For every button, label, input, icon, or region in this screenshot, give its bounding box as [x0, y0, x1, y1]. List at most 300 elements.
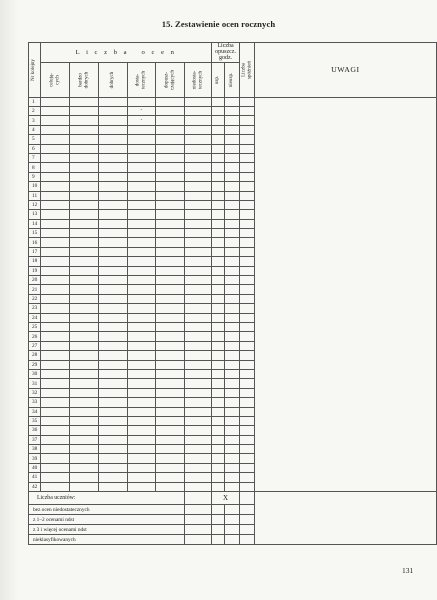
summary-sub-cell[interactable]	[185, 505, 212, 515]
grade-cell[interactable]	[40, 144, 69, 153]
grade-cell[interactable]	[98, 407, 127, 416]
grade-cell[interactable]	[156, 369, 185, 378]
grade-cell[interactable]	[69, 332, 98, 341]
grade-cell[interactable]	[185, 379, 212, 388]
grade-cell[interactable]	[240, 135, 255, 144]
grade-cell[interactable]	[225, 473, 240, 482]
grade-cell[interactable]	[185, 191, 212, 200]
grade-cell[interactable]	[98, 341, 127, 350]
grade-cell[interactable]	[127, 219, 156, 228]
grade-cell[interactable]	[212, 191, 225, 200]
grade-cell[interactable]	[240, 247, 255, 256]
grade-cell[interactable]	[212, 407, 225, 416]
summary-sub-cell[interactable]	[212, 525, 225, 535]
grade-cell[interactable]	[225, 313, 240, 322]
grade-cell[interactable]	[185, 266, 212, 275]
grade-cell[interactable]	[127, 172, 156, 181]
grade-cell[interactable]	[240, 322, 255, 331]
grade-cell[interactable]	[98, 266, 127, 275]
grade-cell[interactable]	[185, 210, 212, 219]
grade-cell[interactable]	[40, 172, 69, 181]
grade-cell[interactable]	[225, 191, 240, 200]
grade-cell[interactable]	[40, 445, 69, 454]
grade-cell[interactable]	[212, 97, 225, 106]
grade-cell[interactable]	[212, 229, 225, 238]
grade-cell[interactable]	[225, 360, 240, 369]
grade-cell[interactable]	[156, 116, 185, 125]
grade-cell[interactable]	[185, 322, 212, 331]
grade-cell[interactable]	[185, 163, 212, 172]
grade-cell[interactable]	[127, 369, 156, 378]
grade-cell[interactable]	[212, 144, 225, 153]
grade-cell[interactable]	[98, 313, 127, 322]
summary-sub-cell[interactable]	[212, 535, 225, 545]
grade-cell[interactable]	[40, 369, 69, 378]
grade-cell[interactable]	[225, 135, 240, 144]
grade-cell[interactable]	[69, 379, 98, 388]
grade-cell[interactable]	[225, 182, 240, 191]
grade-cell[interactable]	[127, 379, 156, 388]
grade-cell[interactable]	[225, 266, 240, 275]
grade-cell[interactable]	[185, 97, 212, 106]
grade-cell[interactable]	[127, 360, 156, 369]
grade-cell[interactable]	[240, 482, 255, 491]
grade-cell[interactable]	[212, 125, 225, 134]
grade-cell[interactable]	[212, 322, 225, 331]
grade-cell[interactable]	[225, 144, 240, 153]
grade-cell[interactable]	[185, 107, 212, 116]
grade-cell[interactable]	[127, 125, 156, 134]
grade-cell[interactable]	[240, 200, 255, 209]
grade-cell[interactable]	[212, 445, 225, 454]
grade-cell[interactable]	[225, 369, 240, 378]
summary-sub-cell[interactable]	[225, 535, 240, 545]
grade-cell[interactable]	[69, 294, 98, 303]
grade-cell[interactable]	[240, 266, 255, 275]
grade-cell[interactable]	[40, 191, 69, 200]
grade-cell[interactable]	[240, 285, 255, 294]
grade-cell[interactable]	[98, 360, 127, 369]
grade-cell[interactable]	[156, 107, 185, 116]
grade-cell[interactable]	[225, 416, 240, 425]
grade-cell[interactable]	[40, 125, 69, 134]
grade-cell[interactable]	[185, 341, 212, 350]
grade-cell[interactable]	[225, 388, 240, 397]
grade-cell[interactable]	[98, 125, 127, 134]
summary-sub-cell[interactable]	[185, 535, 212, 545]
grade-cell[interactable]	[98, 172, 127, 181]
grade-cell[interactable]	[212, 200, 225, 209]
grade-cell[interactable]	[185, 153, 212, 162]
grade-cell[interactable]	[127, 257, 156, 266]
grade-cell[interactable]	[98, 416, 127, 425]
grade-cell[interactable]	[127, 398, 156, 407]
grade-cell[interactable]	[225, 210, 240, 219]
grade-cell[interactable]	[69, 238, 98, 247]
summary-sub-cell[interactable]	[240, 535, 255, 545]
grade-cell[interactable]	[69, 322, 98, 331]
grade-cell[interactable]	[212, 238, 225, 247]
grade-cell[interactable]	[212, 135, 225, 144]
grade-cell[interactable]	[185, 416, 212, 425]
grade-cell[interactable]	[156, 398, 185, 407]
grade-cell[interactable]	[98, 191, 127, 200]
grade-cell[interactable]	[127, 332, 156, 341]
grade-cell[interactable]	[225, 238, 240, 247]
grade-cell[interactable]	[40, 294, 69, 303]
grade-cell[interactable]	[98, 332, 127, 341]
grade-cell[interactable]	[212, 426, 225, 435]
grade-cell[interactable]	[225, 351, 240, 360]
grade-cell[interactable]	[98, 144, 127, 153]
grade-cell[interactable]	[185, 172, 212, 181]
grade-cell[interactable]	[185, 426, 212, 435]
grade-cell[interactable]	[185, 332, 212, 341]
grade-cell[interactable]	[40, 219, 69, 228]
summary-sub-cell[interactable]	[240, 515, 255, 525]
grade-cell[interactable]	[185, 304, 212, 313]
grade-cell[interactable]	[225, 463, 240, 472]
grade-cell[interactable]	[98, 200, 127, 209]
grade-cell[interactable]	[212, 153, 225, 162]
grade-cell[interactable]	[69, 445, 98, 454]
grade-cell[interactable]	[40, 247, 69, 256]
grade-cell[interactable]	[156, 313, 185, 322]
grade-cell[interactable]	[156, 304, 185, 313]
grade-cell[interactable]	[225, 276, 240, 285]
grade-cell[interactable]	[98, 116, 127, 125]
grade-cell[interactable]	[69, 473, 98, 482]
grade-cell[interactable]	[40, 276, 69, 285]
grade-cell[interactable]	[240, 379, 255, 388]
grade-cell[interactable]	[156, 163, 185, 172]
grade-cell[interactable]	[185, 294, 212, 303]
grade-cell[interactable]	[212, 435, 225, 444]
grade-cell[interactable]	[212, 210, 225, 219]
grade-cell[interactable]	[156, 407, 185, 416]
grade-cell[interactable]	[98, 163, 127, 172]
grade-cell[interactable]	[240, 219, 255, 228]
grade-cell[interactable]	[225, 247, 240, 256]
grade-cell[interactable]	[156, 294, 185, 303]
grade-cell[interactable]	[40, 341, 69, 350]
grade-cell[interactable]	[127, 153, 156, 162]
grade-cell[interactable]	[98, 398, 127, 407]
grade-cell[interactable]	[212, 341, 225, 350]
grade-cell[interactable]	[40, 398, 69, 407]
grade-cell[interactable]	[212, 304, 225, 313]
grade-cell[interactable]	[212, 219, 225, 228]
grade-cell[interactable]	[212, 247, 225, 256]
grade-cell[interactable]	[212, 107, 225, 116]
grade-cell[interactable]	[40, 107, 69, 116]
grade-cell[interactable]	[225, 454, 240, 463]
grade-cell[interactable]	[212, 332, 225, 341]
grade-cell[interactable]	[98, 97, 127, 106]
grade-cell[interactable]	[212, 351, 225, 360]
summary-sub-cell[interactable]	[225, 525, 240, 535]
grade-cell[interactable]	[212, 163, 225, 172]
grade-cell[interactable]	[185, 454, 212, 463]
grade-cell[interactable]	[156, 257, 185, 266]
grade-cell[interactable]	[156, 266, 185, 275]
grade-cell[interactable]	[40, 116, 69, 125]
grade-cell[interactable]	[40, 426, 69, 435]
grade-cell[interactable]	[212, 482, 225, 491]
grade-cell[interactable]	[69, 247, 98, 256]
grade-cell[interactable]	[40, 135, 69, 144]
grade-cell[interactable]	[127, 97, 156, 106]
grade-cell[interactable]	[98, 304, 127, 313]
grade-cell[interactable]	[225, 125, 240, 134]
grade-cell[interactable]	[98, 388, 127, 397]
grade-cell[interactable]	[40, 332, 69, 341]
grade-cell[interactable]	[127, 313, 156, 322]
grade-cell[interactable]	[127, 388, 156, 397]
grade-cell[interactable]	[240, 163, 255, 172]
grade-cell[interactable]	[69, 172, 98, 181]
summary-sub-cell[interactable]	[185, 525, 212, 535]
grade-cell[interactable]	[40, 407, 69, 416]
grade-cell[interactable]	[212, 454, 225, 463]
grade-cell[interactable]	[40, 360, 69, 369]
grade-cell[interactable]	[40, 257, 69, 266]
grade-cell[interactable]	[240, 304, 255, 313]
grade-cell[interactable]	[156, 247, 185, 256]
grade-cell[interactable]	[98, 238, 127, 247]
grade-cell[interactable]	[69, 219, 98, 228]
grade-cell[interactable]	[127, 454, 156, 463]
grade-cell[interactable]	[225, 294, 240, 303]
grade-cell[interactable]	[98, 257, 127, 266]
grade-cell[interactable]	[185, 360, 212, 369]
grade-cell[interactable]	[40, 229, 69, 238]
grade-cell[interactable]	[212, 276, 225, 285]
grade-cell[interactable]	[98, 454, 127, 463]
grade-cell[interactable]	[212, 266, 225, 275]
grade-cell[interactable]	[185, 257, 212, 266]
grade-cell[interactable]	[156, 200, 185, 209]
grade-cell[interactable]	[69, 144, 98, 153]
grade-cell[interactable]	[225, 153, 240, 162]
grade-cell[interactable]	[127, 322, 156, 331]
grade-cell[interactable]	[185, 351, 212, 360]
grade-cell[interactable]	[240, 107, 255, 116]
summary-sub-cell[interactable]	[225, 515, 240, 525]
grade-cell[interactable]	[98, 482, 127, 491]
grade-cell[interactable]	[40, 313, 69, 322]
grade-cell[interactable]	[225, 304, 240, 313]
grade-cell[interactable]	[69, 369, 98, 378]
grade-cell[interactable]	[98, 219, 127, 228]
grade-cell[interactable]	[156, 360, 185, 369]
grade-cell[interactable]	[156, 276, 185, 285]
grade-cell[interactable]	[156, 341, 185, 350]
grade-cell[interactable]	[40, 153, 69, 162]
grade-cell[interactable]	[156, 97, 185, 106]
grade-cell[interactable]	[225, 163, 240, 172]
grade-cell[interactable]	[127, 416, 156, 425]
summary-sub-cell[interactable]	[212, 505, 225, 515]
grade-cell[interactable]	[40, 482, 69, 491]
grade-cell[interactable]	[69, 107, 98, 116]
grade-cell[interactable]	[98, 369, 127, 378]
grade-cell[interactable]	[127, 294, 156, 303]
grade-cell[interactable]	[240, 388, 255, 397]
grade-cell[interactable]	[156, 435, 185, 444]
grade-cell[interactable]	[240, 407, 255, 416]
grade-cell[interactable]	[240, 332, 255, 341]
grade-cell[interactable]	[127, 426, 156, 435]
grade-cell[interactable]	[212, 172, 225, 181]
grade-cell[interactable]	[156, 144, 185, 153]
grade-cell[interactable]	[212, 369, 225, 378]
grade-cell[interactable]	[98, 107, 127, 116]
grade-cell[interactable]	[127, 238, 156, 247]
grade-cell[interactable]	[156, 238, 185, 247]
grade-cell[interactable]	[127, 163, 156, 172]
grade-cell[interactable]	[69, 210, 98, 219]
grade-cell[interactable]	[225, 407, 240, 416]
grade-cell[interactable]	[69, 116, 98, 125]
grade-cell[interactable]	[185, 482, 212, 491]
grade-cell[interactable]	[127, 229, 156, 238]
grade-cell[interactable]	[225, 219, 240, 228]
grade-cell[interactable]	[212, 116, 225, 125]
grade-cell[interactable]	[185, 445, 212, 454]
grade-cell[interactable]	[156, 332, 185, 341]
grade-cell[interactable]	[185, 398, 212, 407]
grade-cell[interactable]	[69, 97, 98, 106]
grade-cell[interactable]	[156, 172, 185, 181]
grade-cell[interactable]	[185, 200, 212, 209]
grade-cell[interactable]	[185, 463, 212, 472]
grade-cell[interactable]	[40, 454, 69, 463]
grade-cell[interactable]	[98, 426, 127, 435]
grade-cell[interactable]	[240, 454, 255, 463]
grade-cell[interactable]	[69, 482, 98, 491]
grade-cell[interactable]	[225, 482, 240, 491]
grade-cell[interactable]	[240, 435, 255, 444]
grade-cell[interactable]	[40, 351, 69, 360]
grade-cell[interactable]	[156, 219, 185, 228]
grade-cell[interactable]	[185, 313, 212, 322]
grade-cell[interactable]	[225, 229, 240, 238]
grade-cell[interactable]	[69, 435, 98, 444]
grade-cell[interactable]	[185, 144, 212, 153]
grade-cell[interactable]	[185, 369, 212, 378]
grade-cell[interactable]	[240, 416, 255, 425]
grade-cell[interactable]	[185, 116, 212, 125]
grade-cell[interactable]	[212, 473, 225, 482]
grade-cell[interactable]	[40, 416, 69, 425]
grade-cell[interactable]	[40, 322, 69, 331]
grade-cell[interactable]	[98, 473, 127, 482]
grade-cell[interactable]	[240, 473, 255, 482]
grade-cell[interactable]	[127, 407, 156, 416]
grade-cell[interactable]	[212, 388, 225, 397]
grade-cell[interactable]	[212, 416, 225, 425]
grade-cell[interactable]	[127, 482, 156, 491]
grade-cell[interactable]	[185, 388, 212, 397]
grade-cell[interactable]	[156, 125, 185, 134]
grade-cell[interactable]	[127, 191, 156, 200]
grade-cell[interactable]	[69, 416, 98, 425]
grade-cell[interactable]	[185, 125, 212, 134]
grade-cell[interactable]	[40, 238, 69, 247]
grade-cell[interactable]	[98, 445, 127, 454]
grade-cell[interactable]	[98, 351, 127, 360]
grade-cell[interactable]	[240, 313, 255, 322]
grade-cell[interactable]	[225, 116, 240, 125]
grade-cell[interactable]	[40, 379, 69, 388]
grade-cell[interactable]	[240, 341, 255, 350]
grade-cell[interactable]	[98, 135, 127, 144]
grade-cell[interactable]	[185, 247, 212, 256]
grade-cell[interactable]	[98, 379, 127, 388]
grade-cell[interactable]	[156, 379, 185, 388]
grade-cell[interactable]	[185, 135, 212, 144]
grade-cell[interactable]	[69, 182, 98, 191]
grade-cell[interactable]	[240, 276, 255, 285]
grade-cell[interactable]	[40, 200, 69, 209]
grade-cell[interactable]	[127, 276, 156, 285]
grade-cell[interactable]	[127, 285, 156, 294]
grade-cell[interactable]	[240, 351, 255, 360]
grade-cell[interactable]	[225, 97, 240, 106]
grade-cell[interactable]	[225, 332, 240, 341]
grade-cell[interactable]	[40, 163, 69, 172]
grade-cell[interactable]	[212, 182, 225, 191]
grade-cell[interactable]	[98, 435, 127, 444]
grade-cell[interactable]	[40, 304, 69, 313]
grade-cell[interactable]	[156, 454, 185, 463]
grade-cell[interactable]	[156, 351, 185, 360]
grade-cell[interactable]	[240, 97, 255, 106]
grade-cell[interactable]	[156, 182, 185, 191]
grade-cell[interactable]	[212, 313, 225, 322]
summary-sub-cell[interactable]	[212, 515, 225, 525]
grade-cell[interactable]	[69, 360, 98, 369]
grade-cell[interactable]	[127, 473, 156, 482]
grade-cell[interactable]	[225, 257, 240, 266]
grade-cell[interactable]	[156, 388, 185, 397]
grade-cell[interactable]	[69, 351, 98, 360]
summary-sub-cell[interactable]	[240, 525, 255, 535]
grade-cell[interactable]	[69, 454, 98, 463]
grade-cell[interactable]	[225, 435, 240, 444]
grade-cell[interactable]	[40, 435, 69, 444]
grade-cell[interactable]	[40, 285, 69, 294]
grade-cell[interactable]	[240, 463, 255, 472]
grade-cell-mark[interactable]: -	[127, 116, 156, 125]
grade-cell[interactable]	[69, 398, 98, 407]
grade-cell[interactable]	[156, 229, 185, 238]
grade-cell[interactable]	[69, 125, 98, 134]
grade-cell[interactable]	[212, 257, 225, 266]
grade-cell[interactable]	[69, 257, 98, 266]
grade-cell-mark[interactable]: -	[127, 107, 156, 116]
grade-cell[interactable]	[185, 238, 212, 247]
grade-cell[interactable]	[156, 426, 185, 435]
grade-cell[interactable]	[40, 473, 69, 482]
grade-cell[interactable]	[40, 97, 69, 106]
grade-cell[interactable]	[69, 229, 98, 238]
grade-cell[interactable]	[185, 407, 212, 416]
grade-cell[interactable]	[225, 200, 240, 209]
uwagi-cell[interactable]	[254, 97, 436, 491]
grade-cell[interactable]	[240, 144, 255, 153]
